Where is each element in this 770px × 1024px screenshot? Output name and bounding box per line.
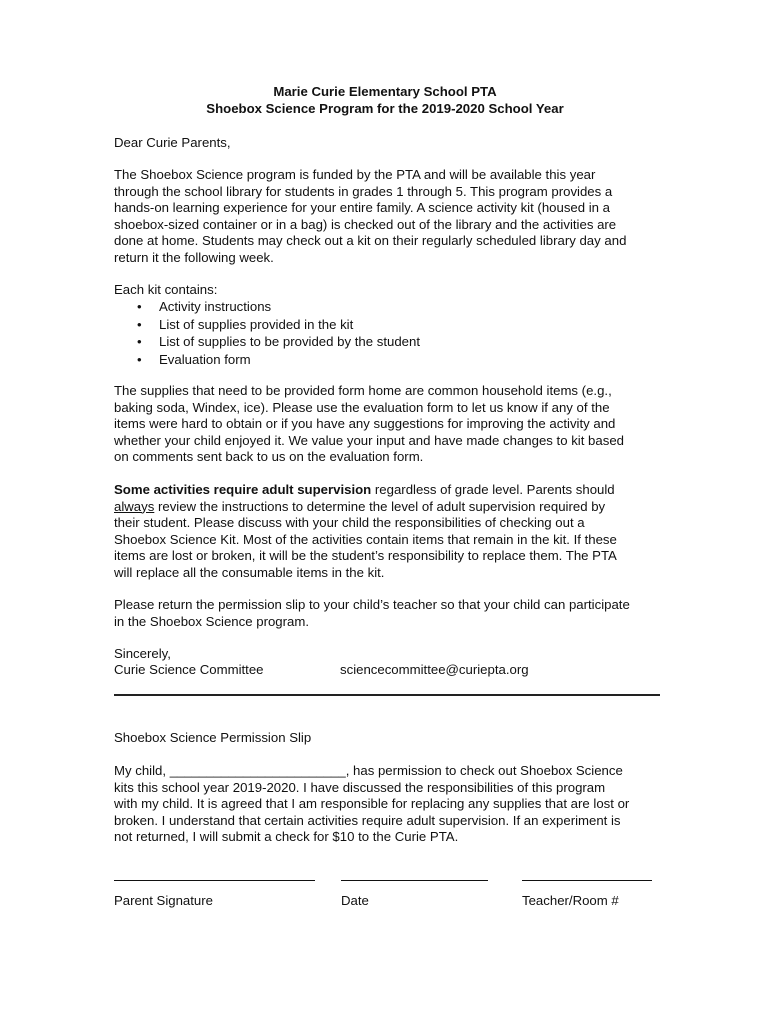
contact-email: sciencecommittee@curiepta.org: [340, 662, 529, 677]
intro-paragraph: [114, 167, 664, 267]
signer-name: Curie Science Committee: [114, 662, 264, 677]
supervision-text: regardless of grade level. Parents should: [371, 482, 615, 497]
kit-heading: Each kit contains:: [114, 282, 218, 297]
text-line: done at home. Students may check out a kit on their regularly scheduled library day and: [114, 233, 627, 249]
teacher-room-line: [522, 880, 652, 881]
cut-line-divider: [114, 694, 660, 696]
text-line: [114, 482, 664, 499]
date-line: [341, 880, 488, 881]
date-label: Date: [341, 893, 369, 908]
text-line: items are lost or broken, it will be the student’s responsibility to replace them. The PTA: [114, 548, 617, 564]
bullet-icon: •: [137, 299, 142, 314]
document-header: [0, 84, 770, 118]
text-line: their student. Please discuss with your child the responsibilities of checking out a: [114, 515, 585, 531]
always-underlined: always: [114, 498, 155, 514]
text-line: shoebox-sized container or in a bag) is checked out of the library and the activities are: [114, 216, 617, 232]
text-line: not returned, I will submit a check for $10 to the Curie PTA.: [114, 829, 459, 845]
list-item-text: Activity instructions: [159, 299, 272, 314]
text-line: whether your child enjoyed it. We value your input and have made changes to kit based: [114, 432, 624, 448]
slip-paragraph: [114, 763, 664, 846]
text-line: in the Shoebox Science program.: [114, 613, 309, 629]
teacher-room-label: Teacher/Room #: [522, 893, 619, 908]
list-item: [114, 317, 664, 335]
text-line: with my child. It is agreed that I am responsible for replacing any supplies that are lost or: [114, 796, 630, 812]
parent-signature-label: Parent Signature: [114, 893, 213, 908]
list-item-text: List of supplies provided in the kit: [159, 316, 354, 332]
text-line: through the school library for students in grades 1 through 5. This program provides a: [114, 183, 613, 199]
supplies-paragraph: [114, 383, 664, 466]
text-line: The Shoebox Science program is funded by the PTA and will be available this year: [114, 167, 596, 182]
text-line: The supplies that need to be provided form home are common household items (e.g.,: [114, 383, 612, 398]
text-line: on comments sent back to us on the evaluation form.: [114, 449, 424, 465]
list-item: [114, 352, 664, 370]
text-line: items were hard to obtain or if you have any suggestions for improving the activity and: [114, 416, 616, 432]
text-line: My child, ________________________, has permission to check out Shoebox Science: [114, 763, 623, 778]
text-line: hands-on learning experience for your entire family. A science activity kit (housed in a: [114, 200, 611, 216]
text-line: Please return the permission slip to your child’s teacher so that your child can participate: [114, 597, 630, 612]
list-item-text: Evaluation form: [159, 351, 251, 367]
closing: Sincerely,: [114, 646, 171, 661]
text-line: baking soda, Windex, ice). Please use the evaluation form to let us know if any of the: [114, 399, 610, 415]
text-line: [114, 499, 664, 516]
supervision-emphasis: Some activities require adult supervision: [114, 482, 372, 497]
supervision-paragraph: [114, 482, 664, 582]
text-line: Shoebox Science Kit. Most of the activities contain items that remain in the kit. If these: [114, 531, 617, 547]
bullet-icon: •: [137, 351, 142, 367]
bullet-icon: •: [137, 334, 142, 349]
parent-signature-line: [114, 880, 315, 881]
school-title: Marie Curie Elementary School PTA: [273, 84, 497, 99]
greeting: Dear Curie Parents,: [114, 135, 231, 150]
list-item: [114, 334, 664, 352]
slip-title: Shoebox Science Permission Slip: [114, 730, 312, 745]
text-line: return it the following week.: [114, 249, 274, 265]
list-item-text: List of supplies to be provided by the student: [159, 334, 420, 349]
bullet-icon: •: [137, 316, 142, 332]
list-item: [114, 299, 664, 317]
return-paragraph: [114, 597, 664, 630]
program-title: Shoebox Science Program for the 2019-2020 School Year: [206, 101, 564, 116]
kit-contents-list: [114, 299, 664, 369]
text-line: broken. I understand that certain activities require adult supervision. If an experiment is: [114, 812, 621, 828]
supervision-text: review the instructions to determine the level of adult supervision required by: [154, 498, 606, 514]
text-line: kits this school year 2019-2020. I have discussed the responsibilities of this program: [114, 779, 606, 795]
text-line: will replace all the consumable items in the kit.: [114, 564, 385, 580]
